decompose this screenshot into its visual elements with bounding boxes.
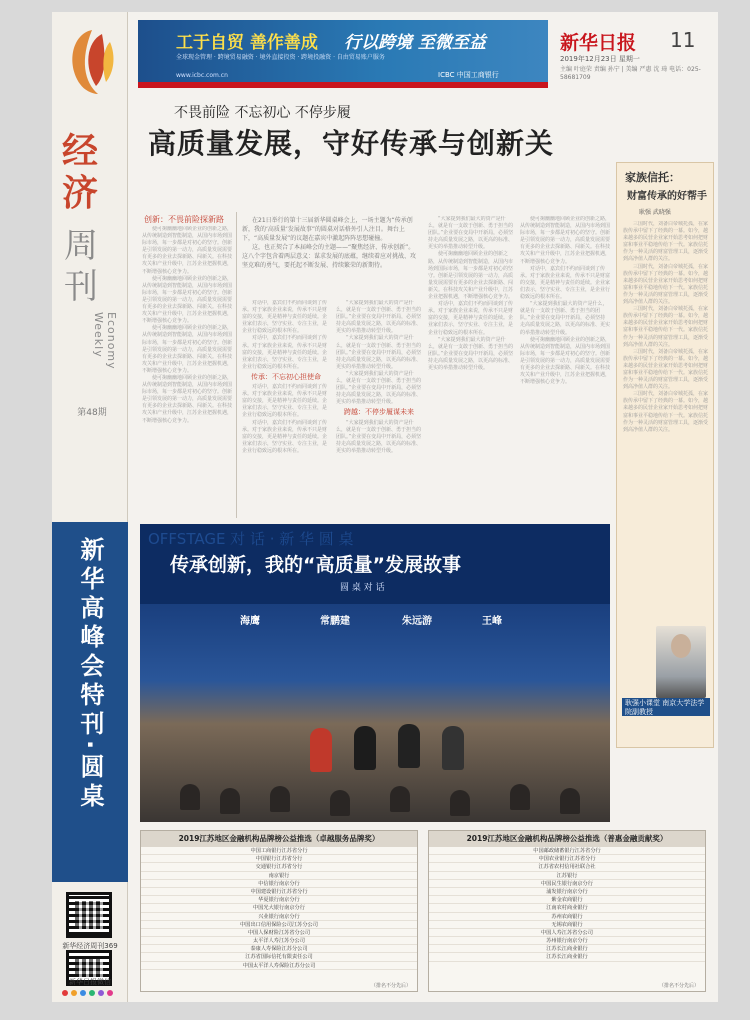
column-rule [236,212,237,518]
table-row: 兴业银行南京分行 [141,913,417,921]
article-col-5: 使可掬幽幽地回顾企业的创新之路，从传统制造到智能制造，从国内市场到国际市场，每一步都是对初心的坚守。创新是引领发展的第一动力，高质量发展需要有更多的企业去探新路、闯新关。在科技攻关和产业升级中，江苏企业把握机遇，不断增强核心竞争力。 对话中，嘉宾们不约而同谈到了传承。对于家族企业来说，传承不只是财富的交接，更是精神与责任的延续。企业家们表示，坚守实业、专注主业，是企业行稳致远的根本所在。 “大家提到我们最大的资产是什么，就是有一支敢于创新、勇于担当的团队。”企业要在变局中开新局，必须坚持走高质量发展之路，以更高的标准、更实的举措推动转型升级。 使可掬幽幽地回顾企业的创新之路，从传统制造到智能制造，从国内市场到国际市场，每一步都是对初心的坚守。创新是引领发展的第一动力，高质量发展需要有更多的企业去探新路、闯新关。在科技攻关和产业升级中，江苏企业把握机遇，不断增强核心竞争力。 [520,216,610,386]
banner-bank: ICBC 中国工商银行 [438,71,499,79]
table-row: 江苏银行 [429,872,705,880]
ribbon-title-3: 周 [64,226,98,266]
masthead [552,24,712,92]
table-row: 中国工商银行江苏省分行 [141,847,417,855]
qr-code-1-icon [66,892,112,938]
speaker-name-1: 海鹰 [240,616,260,627]
table-row: 中国人保财险江苏省分公司 [141,929,417,937]
sidebar-column-title: 家族信托： [625,171,680,184]
section-head-3: 跨越：不停步履谋未来 [344,408,414,417]
table-row: 中国出口信用保险公司江苏分公司 [141,921,417,929]
qr1-caption: 新华经济周刊369 [62,942,118,950]
table-row: 交通银行江苏省分行 [141,863,417,871]
table-row: 中国民生银行南京分行 [429,880,705,888]
table-row: 中国太平洋人寿保险江苏分公司 [141,962,417,970]
color-dots [62,990,113,996]
issue-number: 第48期 [77,408,107,418]
table-row: 中国建设银行江苏省分行 [141,888,417,896]
sidebar-body: 三国时代，刘备白帝城托孤，在家族传承中留下了经典的一幕。如今，越来越多的民营企业家开始思考如何把财富和事业平稳地传给下一代。家族信托作为一种灵活的财富管理工具，逐渐受到高净值人群的关注。 三国时代，刘备白帝城托孤，在家族传承中留下了经典的一幕。如今，越来越多的民营企业家开始思考如何把财富和事业平稳地传给下一代。家族信托作为一种灵活的财富管理工具，逐渐受到高净值人群的关注。 三国时代，刘备白帝城托孤，在家族传承中留下了经典的一幕。如今，越来越多的民营企业家开始思考如何把财富和事业平稳地传给下一代。家族信托作为一种灵活的财富管理工具，逐渐受到高净值人群的关注。 三国时代，刘备白帝城托孤，在家族传承中留下了经典的一幕。如今，越来越多的民营企业家开始思考如何把财富和事业平稳地传给下一代。家族信托作为一种灵活的财富管理工具，逐渐受到高净值人群的关注。 三国时代，刘备白帝城托孤，在家族传承中留下了经典的一幕。如今，越来越多的民营企业家开始思考如何把财富和事业平稳地传给下一代。家族信托作为一种灵活的财富管理工具，逐渐受到高净值人群的关注。 [623,221,709,433]
section-head-2: 传承：不忘初心担使命 [251,372,321,381]
ribbon-title-4: 刊 [64,267,98,307]
table-right-title: 2019江苏地区金融机构品牌榜公益推选（普惠金融贡献奖） [429,831,705,847]
qr2-caption: 新华日报微信 [69,978,111,986]
table-row: 江苏长江商业银行 [429,953,705,961]
special-edition-label: 新华高峰会特刊·圆桌 [76,537,104,813]
panelist [398,724,420,768]
audience [330,790,350,816]
audience [510,784,530,810]
page-number: 11 [670,28,696,52]
section-head-1: 创新：不畏前险探新路 [144,215,224,224]
editor-line: 主编 叶庭荣 责编 孙宁 | 美编 严惠 沈 琦 电话：025-58681709 [560,66,701,81]
section-ribbon [52,12,128,1002]
audience [180,784,200,810]
article-lead: 在21日举行的第十三届新华圆桌峰会上，一场主题为“传承创新，我的‘高质量’发展故事”的圆桌对话格外引人注目。舞台上下，“高质量发展”的议题在嘉宾中激起阵阵思想碰撞。 这，也正契合了本届峰会的主题——“聚焦经济、传承创新”。这八个字包含着两层意义：谋求发展的底蕴，继续着应对挑战、攻坚克难的勇气，要托起不断发展、持续繁荣的新期待。 [242,217,417,269]
sidebar-title: 财富传承的好帮手 [627,191,707,202]
table-row: 江南农村商业银行 [429,904,705,912]
paper-logo-icon [62,24,122,104]
table-left-title: 2019江苏地区金融机构品牌榜公益推选（卓越服务品牌奖） [141,831,417,847]
table-row: 苏州农商银行 [429,913,705,921]
article-subhead: 不畏前险 不忘初心 不停步履 [174,105,351,121]
paper-name: 新华日报 [560,32,637,54]
forum-stage [140,604,610,822]
audience [390,786,410,812]
author-portrait [656,626,706,698]
sidebar-author: 耿强 武晓强 [639,209,671,216]
table-row: 中国人寿江苏省分公司 [429,929,705,937]
table-row: 江苏省国际信托有限责任公司 [141,953,417,961]
table-left-footer: （排名不分先后） [370,983,411,989]
article-col-1: 使可掬幽幽地回顾企业的创新之路，从传统制造到智能制造，从国内市场到国际市场，每一步都是对初心的坚守。创新是引领发展的第一动力，高质量发展需要有更多的企业去探新路、闯新关。在科技攻关和产业升级中，江苏企业把握机遇，不断增强核心竞争力。 使可掬幽幽地回顾企业的创新之路，从传统制造到智能制造，从国内市场到国际市场，每一步都是对初心的坚守。创新是引领发展的第一动力，高质量发展需要有更多的企业去探新路、闯新关。在科技攻关和产业升级中，江苏企业把握机遇，不断增强核心竞争力。 使可掬幽幽地回顾企业的创新之路，从传统制造到智能制造，从国内市场到国际市场，每一步都是对初心的坚守。创新是引领发展的第一动力，高质量发展需要有更多的企业去探新路、闯新关。在科技攻关和产业升级中，江苏企业把握机遇，不断增强核心竞争力。 使可掬幽幽地回顾企业的创新之路，从传统制造到智能制造，从国内市场到国际市场，每一步都是对初心的坚守。创新是引领发展的第一动力，高质量发展需要有更多的企业去探新路、闯新关。在科技攻关和产业升级中，江苏企业把握机遇，不断增强核心竞争力。 [142,226,232,424]
award-table-left [140,830,418,992]
banner-url: www.icbc.com.cn [176,72,228,79]
table-row: 中国光大银行南京分行 [141,904,417,912]
table-row: 紫金农商银行 [429,896,705,904]
table-row: 华夏银行南京分行 [141,896,417,904]
article-col-3: “大家提到我们最大的资产是什么，就是有一支敢于创新、勇于担当的团队。”企业要在变局中开新局，必须坚持走高质量发展之路，以更高的标准、更实的举措推动转型升级。 “大家提到我们最大的资产是什么，就是有一支敢于创新、勇于担当的团队。”企业要在变局中开新局，必须坚持走高质量发展之路，以更高的标准、更实的举措推动转型升级。 “大家提到我们最大的资产是什么，就是有一支敢于创新、勇于担当的团队。”企业要在变局中开新局，必须坚持走高质量发展之路，以更高的标准、更实的举措推动转型升级。 跨越：不停步履谋未来 “大家提到我们最大的资产是什么，就是有一支敢于创新、勇于担当的团队。”企业要在变局中开新局，必须坚持走高质量发展之路，以更高的标准、更实的举措推动转型升级。 [336,300,422,454]
banner-description: 全球现金管理 · 跨境贸易融资 · 境外直接投资 · 跨境投融资 · 自由贸易账户服务 [176,54,385,61]
award-table-right [428,830,706,992]
audience [270,786,290,812]
ribbon-english: Economy Weekly [92,312,118,370]
table-row: 中国邮政储蓄银行江苏省分行 [429,847,705,855]
audience [220,788,240,814]
issue-date: 2019年12月23日 星期一 [560,55,640,63]
article-headline: 高质量发展，守好传承与创新关 [148,127,555,160]
forum-ghost-text: OFFSTAGE 对 话 · 新 华 圆 桌 [148,530,354,548]
speaker-name-2: 常鹏建 [320,616,350,627]
table-row: 苏州银行南京分行 [429,937,705,945]
speaker-name-4: 王峰 [482,616,502,627]
panelist [310,728,332,772]
table-row: 太平洋人寿江苏分公司 [141,937,417,945]
table-row: 无锡农商银行 [429,921,705,929]
article-col-2: 对话中，嘉宾们不约而同谈到了传承。对于家族企业来说，传承不只是财富的交接，更是精神与责任的延续。企业家们表示，坚守实业、专注主业，是企业行稳致远的根本所在。 对话中，嘉宾们不约而同谈到了传承。对于家族企业来说，传承不只是财富的交接，更是精神与责任的延续。企业家们表示，坚守实业、专注主业，是企业行稳致远的根本所在。 传承：不忘初心担使命 对话中，嘉宾们不约而同谈到了传承。对于家族企业来说，传承不只是财富的交接，更是精神与责任的延续。企业家们表示，坚守实业、专注主业，是企业行稳致远的根本所在。 对话中，嘉宾们不约而同谈到了传承。对于家族企业来说，传承不只是财富的交接，更是精神与责任的延续。企业家们表示，坚守实业、专注主业，是企业行稳致远的根本所在。 [242,300,330,520]
table-row: 江苏长江商业银行 [429,945,705,953]
forum-title: 传承创新，我的“高质量”发展故事 [170,554,461,576]
forum-photo [140,524,610,822]
icbc-banner-ad[interactable] [138,20,548,88]
table-row: 中信银行南京分行 [141,880,417,888]
table-row: 泰康人寿保险江苏分公司 [141,945,417,953]
newspaper-page [52,12,718,1002]
ribbon-title-2: 济 [62,173,99,214]
article-col-4: “大家提到我们最大的资产是什么，就是有一支敢于创新、勇于担当的团队。”企业要在变局中开新局，必须坚持走高质量发展之路，以更高的标准、更实的举措推动转型升级。 使可掬幽幽地回顾企业的创新之路，从传统制造到智能制造，从国内市场到国际市场，每一步都是对初心的坚守。创新是引领发展的第一动力，高质量发展需要有更多的企业去探新路、闯新关。在科技攻关和产业升级中，江苏企业把握机遇，不断增强核心竞争力。 对话中，嘉宾们不约而同谈到了传承。对于家族企业来说，传承不只是财富的交接，更是精神与责任的延续。企业家们表示，坚守实业、专注主业，是企业行稳致远的根本所在。 “大家提到我们最大的资产是什么，就是有一支敢于创新、勇于担当的团队。”企业要在变局中开新局，必须坚持走高质量发展之路，以更高的标准、更实的举措推动转型升级。 [428,216,514,371]
table-row: 江苏省农村信用社联合社 [429,863,705,871]
table-row: 浦发银行南京分行 [429,888,705,896]
panelist [442,726,464,770]
table-right-footer: （排名不分先后） [658,983,699,989]
banner-slogan-right: 行以跨境 至微至益 [344,33,486,53]
speaker-name-3: 朱远游 [402,616,432,627]
audience [450,790,470,816]
panelist [354,726,376,770]
table-row: 南京银行 [141,872,417,880]
banner-slogan-left: 工于自贸 善作善成 [176,33,318,53]
ribbon-title-1: 经 [62,131,99,172]
forum-subtitle: 圆 桌 对 话 [340,583,385,593]
audience [560,788,580,814]
table-row: 中国银行江苏省分行 [141,855,417,863]
sidebar-tag: 耿强小课堂 南京大学法学院副教授 [622,698,710,716]
table-row: 中国农业银行江苏省分行 [429,855,705,863]
